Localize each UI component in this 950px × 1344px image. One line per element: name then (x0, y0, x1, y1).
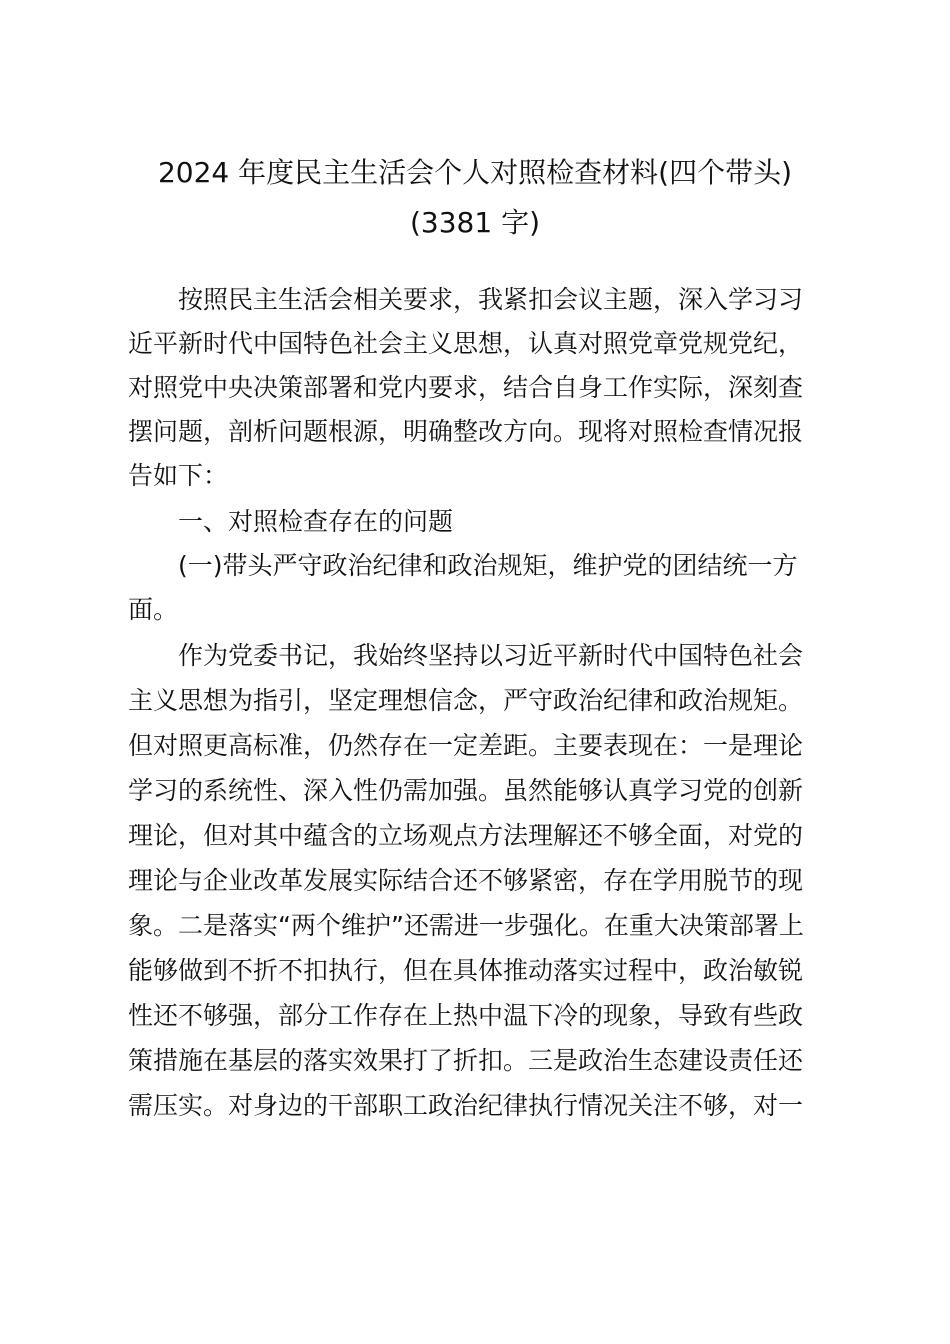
paragraph-intro-line: 对照党中央决策部署和党内要求，结合自身工作实际，深刻查 (128, 373, 804, 402)
body-paragraph-line: 理论与企业改革发展实际结合还不够紧密，存在学用脱节的现 (128, 866, 804, 895)
document-title: 2024 年度民主生活会个人对照检查材料(四个带头) (157, 156, 792, 189)
body-paragraph-line: 主义思想为指引，坚定理想信念，严守政治纪律和政治规矩。 (128, 686, 804, 715)
paragraph-intro-line: 告如下： (128, 461, 229, 490)
paragraph-intro-line: 按照民主生活会相关要求，我紧扣会议主题，深入学习习 (178, 285, 804, 314)
body-paragraph-line: 性还不够强，部分工作存在上热中温下冷的现象，导致有些政 (128, 1001, 804, 1030)
subsection-heading-line: (一)带头严守政治纪律和政治规矩，维护党的团结统一方 (178, 551, 798, 580)
subsection-heading-line: 面。 (128, 595, 179, 624)
body-paragraph-line: 作为党委书记，我始终坚持以习近平新时代中国特色社会 (178, 641, 804, 670)
paragraph-intro-line: 近平新时代中国特色社会主义思想，认真对照党章党规党纪， (128, 329, 804, 358)
paragraph-intro-line: 摆问题，剖析问题根源，明确整改方向。现将对照检查情况报 (128, 417, 804, 446)
body-paragraph-line: 学习的系统性、深入性仍需加强。虽然能够认真学习党的创新 (128, 776, 804, 805)
section-heading: 一、对照检查存在的问题 (178, 507, 454, 536)
body-paragraph-line: 能够做到不折不扣执行，但在具体推动落实过程中，政治敏锐 (128, 956, 804, 985)
document-subtitle-word-count: (3381 字) (409, 206, 540, 239)
body-paragraph-line: 需压实。对身边的干部职工政治纪律执行情况关注不够，对一 (128, 1091, 804, 1120)
body-paragraph-line: 理论，但对其中蕴含的立场观点方法理解还不够全面，对党的 (128, 821, 804, 850)
body-paragraph-line: 策措施在基层的落实效果打了折扣。三是政治生态建设责任还 (128, 1046, 804, 1075)
body-paragraph-line: 象。二是落实“两个维护”还需进一步强化。在重大决策部署上 (128, 911, 804, 940)
body-paragraph-line: 但对照更高标准，仍然存在一定差距。主要表现在：一是理论 (128, 731, 804, 760)
